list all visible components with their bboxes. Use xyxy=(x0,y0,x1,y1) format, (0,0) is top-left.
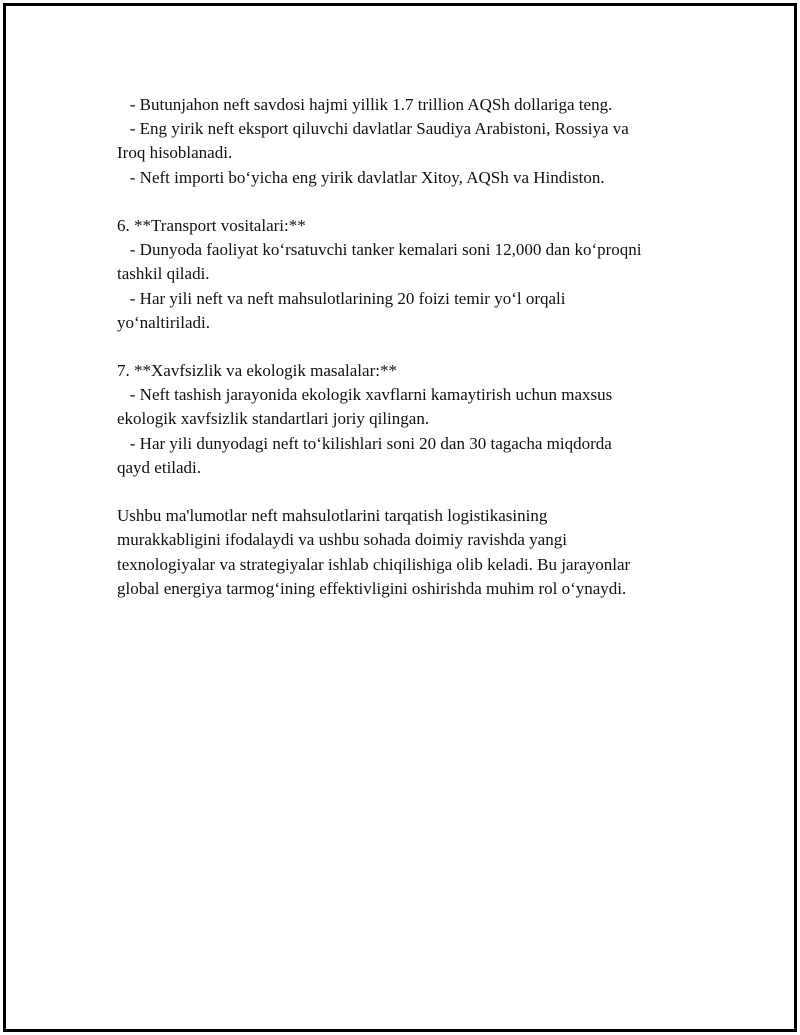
list-item: - Neft importi bo‘yicha eng yirik davlatlar Xitoy, AQSh va Hindiston. xyxy=(117,167,605,187)
list-item: - Eng yirik neft eksport qiluvchi davlatlar Saudiya Arabistoni, Rossiya va xyxy=(117,119,629,139)
paragraph-spacer xyxy=(117,190,707,214)
paragraph-line: texnologiyalar va strategiyalar ishlab chiqilishiga olib keladi. Bu jarayonlar xyxy=(117,554,631,574)
section-transport xyxy=(117,214,707,335)
paragraph-spacer xyxy=(117,335,707,359)
list-item: - Har yili dunyodagi neft to‘kilishlari soni 20 dan 30 tagacha miqdorda xyxy=(117,433,612,453)
paragraph-line: Ushbu ma'lumotlar neft mahsulotlarini tarqatish logistikasining xyxy=(117,506,548,526)
section-heading: 6. **Transport vositalari:** xyxy=(117,215,306,235)
list-item-continuation: ekologik xavfsizlik standartlari joriy qilingan. xyxy=(117,409,430,429)
list-item-continuation: yo‘naltiriladi. xyxy=(117,312,211,332)
document-body xyxy=(117,93,707,601)
list-item: - Butunjahon neft savdosi hajmi yillik 1.7 trillion AQSh dollariga teng. xyxy=(117,95,613,114)
list-item-continuation: tashkil qiladi. xyxy=(117,264,210,284)
section-safety-ecology xyxy=(117,359,707,480)
paragraph-spacer xyxy=(117,480,707,504)
list-item: - Har yili neft va neft mahsulotlarining 20 foizi temir yo‘l orqali xyxy=(117,288,566,308)
list-item-continuation: qayd etiladi. xyxy=(117,457,202,477)
paragraph-line: global energiya tarmog‘ining effektivligini oshirishda muhim rol o‘ynaydi. xyxy=(117,578,627,598)
list-item-continuation: Iroq hisoblanadi. xyxy=(117,143,233,163)
list-item: - Dunyoda faoliyat ko‘rsatuvchi tanker kemalari soni 12,000 dan ko‘proqni xyxy=(117,240,642,260)
paragraph-line: murakkabligini ifodalaydi va ushbu sohada doimiy ravishda yangi xyxy=(117,530,567,550)
conclusion-paragraph xyxy=(117,504,707,601)
section-heading: 7. **Xavfsizlik va ekologik masalalar:** xyxy=(117,361,397,381)
trade-facts-list xyxy=(117,93,707,190)
list-item: - Neft tashish jarayonida ekologik xavflarni kamaytirish uchun maxsus xyxy=(117,385,613,405)
